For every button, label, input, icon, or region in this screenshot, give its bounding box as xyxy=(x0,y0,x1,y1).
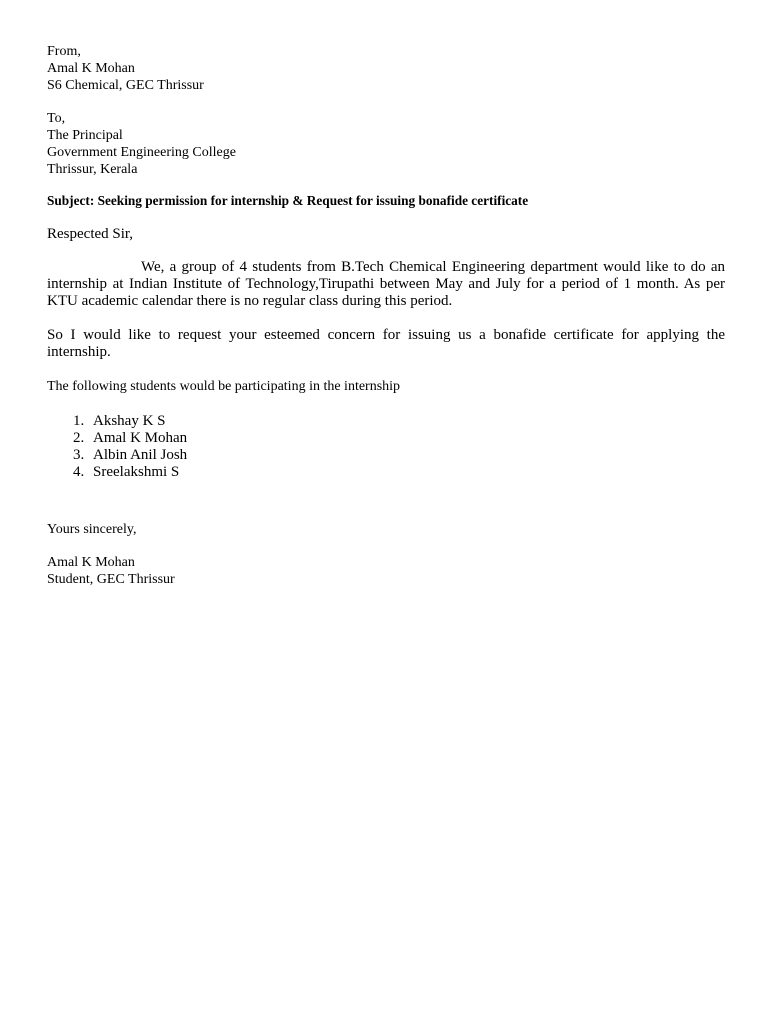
list-number: 2. xyxy=(73,430,85,446)
student-name: Albin Anil Josh xyxy=(93,447,188,463)
closing: Yours sincerely, xyxy=(47,522,137,537)
sender-name: Amal K Mohan xyxy=(47,61,135,76)
list-item xyxy=(47,413,725,430)
list-item xyxy=(47,447,725,464)
subject-line: Subject: Seeking permission for internship & Request for issuing bonafide certificate xyxy=(47,193,529,208)
sender-address xyxy=(47,43,725,94)
sender-detail: S6 Chemical, GEC Thrissur xyxy=(47,78,204,93)
recipient-address xyxy=(47,110,725,178)
list-number: 4. xyxy=(73,464,85,480)
letter-body xyxy=(47,43,725,588)
student-list xyxy=(47,413,725,481)
to-label: To, xyxy=(47,111,66,126)
signature-block xyxy=(47,554,725,588)
list-number: 3. xyxy=(73,447,85,463)
list-item xyxy=(47,464,725,481)
student-name: Amal K Mohan xyxy=(93,430,188,446)
list-item xyxy=(47,430,725,447)
salutation: Respected Sir, xyxy=(47,226,134,242)
paragraph-participants: The following students would be participating in the internship xyxy=(47,379,401,394)
paragraph-request: So I would like to request your esteemed concern for issuing us a bonafide certificate for applying the internship. xyxy=(47,327,725,360)
signature-name: Amal K Mohan xyxy=(47,555,135,570)
from-label: From, xyxy=(47,44,81,59)
paragraph-intro: We, a group of 4 students from B.Tech Chemical Engineering department would like to do an internship at Indian Institute of Technology,Tirupathi between May and July for a period of 1 month. As per KTU academic calendar there is no regular class during this period. xyxy=(47,259,725,309)
recipient-institution: Government Engineering College xyxy=(47,145,236,160)
recipient-location: Thrissur, Kerala xyxy=(47,162,138,177)
recipient-title: The Principal xyxy=(47,128,123,143)
list-number: 1. xyxy=(73,413,85,429)
signature-detail: Student, GEC Thrissur xyxy=(47,572,175,587)
student-name: Sreelakshmi S xyxy=(93,464,180,480)
student-name: Akshay K S xyxy=(93,413,166,429)
